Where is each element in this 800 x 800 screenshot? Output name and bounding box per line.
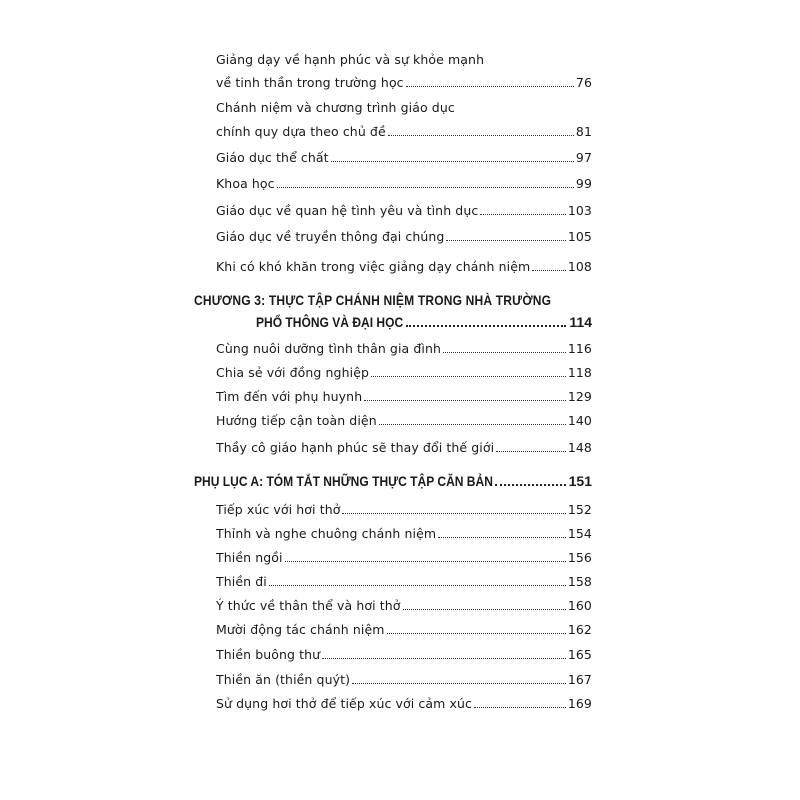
dot-leader — [379, 423, 566, 425]
toc-entry-text: về tinh thần trong trường học — [216, 75, 404, 90]
toc-entry[interactable] — [216, 229, 592, 244]
dot-leader — [474, 706, 566, 708]
toc-entry-page: 162 — [567, 622, 592, 637]
toc-entry[interactable] — [216, 124, 592, 139]
toc-entry-line1: Chánh niệm và chương trình giáo dục — [216, 100, 455, 115]
toc-entry-text: Mười động tác chánh niệm — [216, 622, 385, 637]
toc-entry-text: Khi có khó khăn trong việc giảng dạy chánh niệm — [216, 259, 531, 274]
appendix-title[interactable] — [194, 473, 592, 490]
toc-entry[interactable] — [216, 647, 592, 662]
chapter-title-text: PHỔ THÔNG VÀ ĐẠI HỌC — [256, 314, 404, 330]
dot-leader — [496, 450, 566, 452]
toc-entry[interactable] — [216, 598, 592, 613]
toc-entry-text: Ý thức về thân thể và hơi thở — [216, 598, 401, 613]
dot-leader — [277, 186, 574, 188]
toc-entry-page: 105 — [567, 229, 592, 244]
dot-leader — [269, 584, 566, 586]
toc-entry-page: 160 — [567, 598, 592, 613]
toc-entry-text: Tiếp xúc với hơi thở — [216, 502, 341, 517]
dot-leader — [371, 375, 566, 377]
dot-leader — [446, 239, 565, 241]
toc-entry-page: 129 — [567, 389, 592, 404]
dot-leader — [352, 682, 566, 684]
dot-leader — [406, 85, 574, 87]
chapter-page: 114 — [569, 314, 592, 330]
toc-entry-page: 118 — [567, 365, 592, 380]
toc-entry-text: Giáo dục về truyền thông đại chúng — [216, 229, 445, 244]
toc-entry[interactable] — [216, 176, 592, 191]
toc-entry[interactable] — [216, 365, 592, 380]
toc-entry-text: Giáo dục thể chất — [216, 150, 329, 165]
toc-entry-text: Tìm đến với phụ huynh — [216, 389, 363, 404]
toc-entry-text: Sử dụng hơi thở để tiếp xúc với cảm xúc — [216, 696, 472, 711]
toc-entry-text: chính quy dựa theo chủ đề — [216, 124, 386, 139]
dot-leader — [364, 399, 566, 401]
chapter-title-line2[interactable] — [256, 314, 592, 331]
toc-entry-page: 158 — [567, 574, 592, 589]
toc-entry[interactable] — [216, 696, 592, 711]
dot-leader — [480, 213, 565, 215]
toc-entry-page: 169 — [567, 696, 592, 711]
dot-leader — [387, 632, 566, 634]
toc-entry[interactable] — [216, 259, 592, 274]
toc-entry-text: Thiền đi — [216, 574, 267, 589]
dot-leader — [285, 560, 566, 562]
toc-entry-text: Thỉnh và nghe chuông chánh niệm — [216, 526, 437, 541]
toc-entry-page: 152 — [567, 502, 592, 517]
toc-entry-text: Thiền buông thư — [216, 647, 321, 662]
toc-entry-page: 76 — [575, 75, 592, 90]
toc-entry[interactable] — [216, 502, 592, 517]
toc-entry[interactable] — [216, 622, 592, 637]
toc-entry-text: Khoa học — [216, 176, 275, 191]
dot-leader — [406, 324, 566, 327]
toc-entry[interactable] — [216, 203, 592, 218]
toc-entry-page: 103 — [567, 203, 592, 218]
toc-entry[interactable] — [216, 550, 592, 565]
toc-entry[interactable] — [216, 440, 592, 455]
dot-leader — [495, 483, 566, 486]
toc-entry-line1: Giảng dạy về hạnh phúc và sự khỏe mạnh — [216, 52, 485, 67]
dot-leader — [322, 657, 566, 659]
toc-entry-page: 81 — [575, 124, 592, 139]
appendix-page: 151 — [568, 473, 592, 489]
chapter-title-line1[interactable]: CHƯƠNG 3: THỰC TẬP CHÁNH NIỆM TRONG NHÀ TRƯỜNG — [194, 292, 552, 308]
toc-entry-text: Thiền ăn (thiền quýt) — [216, 672, 351, 687]
toc-entry-page: 99 — [575, 176, 592, 191]
toc-entry-text: Thiền ngồi — [216, 550, 283, 565]
dot-leader — [403, 608, 566, 610]
toc-entry-page: 97 — [575, 150, 592, 165]
toc-entry-text: Hướng tiếp cận toàn diện — [216, 413, 377, 428]
dot-leader — [443, 351, 566, 353]
toc-entry[interactable] — [216, 75, 592, 90]
dot-leader — [438, 536, 566, 538]
toc-entry-page: 140 — [567, 413, 592, 428]
toc-entry-page: 148 — [567, 440, 592, 455]
dot-leader — [532, 269, 566, 271]
toc-entry-page: 156 — [567, 550, 592, 565]
toc-entry-page: 108 — [567, 259, 592, 274]
toc-entry-page: 154 — [567, 526, 592, 541]
toc-entry[interactable] — [216, 389, 592, 404]
toc-entry-page: 116 — [567, 341, 592, 356]
toc-entry[interactable] — [216, 341, 592, 356]
toc-entry[interactable] — [216, 574, 592, 589]
toc-entry[interactable] — [216, 672, 592, 687]
toc-entry-text: Chia sẻ với đồng nghiệp — [216, 365, 370, 380]
toc-entry-page: 167 — [567, 672, 592, 687]
toc-entry-page: 165 — [567, 647, 592, 662]
dot-leader — [388, 134, 574, 136]
dot-leader — [331, 160, 574, 162]
toc-entry[interactable] — [216, 526, 592, 541]
toc-entry-text: Cùng nuôi dưỡng tình thân gia đình — [216, 341, 442, 356]
toc-entry[interactable] — [216, 150, 592, 165]
toc-entry-text: Giáo dục về quan hệ tình yêu và tình dục — [216, 203, 479, 218]
toc-entry[interactable] — [216, 413, 592, 428]
dot-leader — [342, 512, 565, 514]
appendix-title-text: PHỤ LỤC A: TÓM TẮT NHỮNG THỰC TẬP CĂN BẢN — [194, 473, 493, 489]
toc-entry-text: Thầy cô giáo hạnh phúc sẽ thay đổi thế giới — [216, 440, 495, 455]
